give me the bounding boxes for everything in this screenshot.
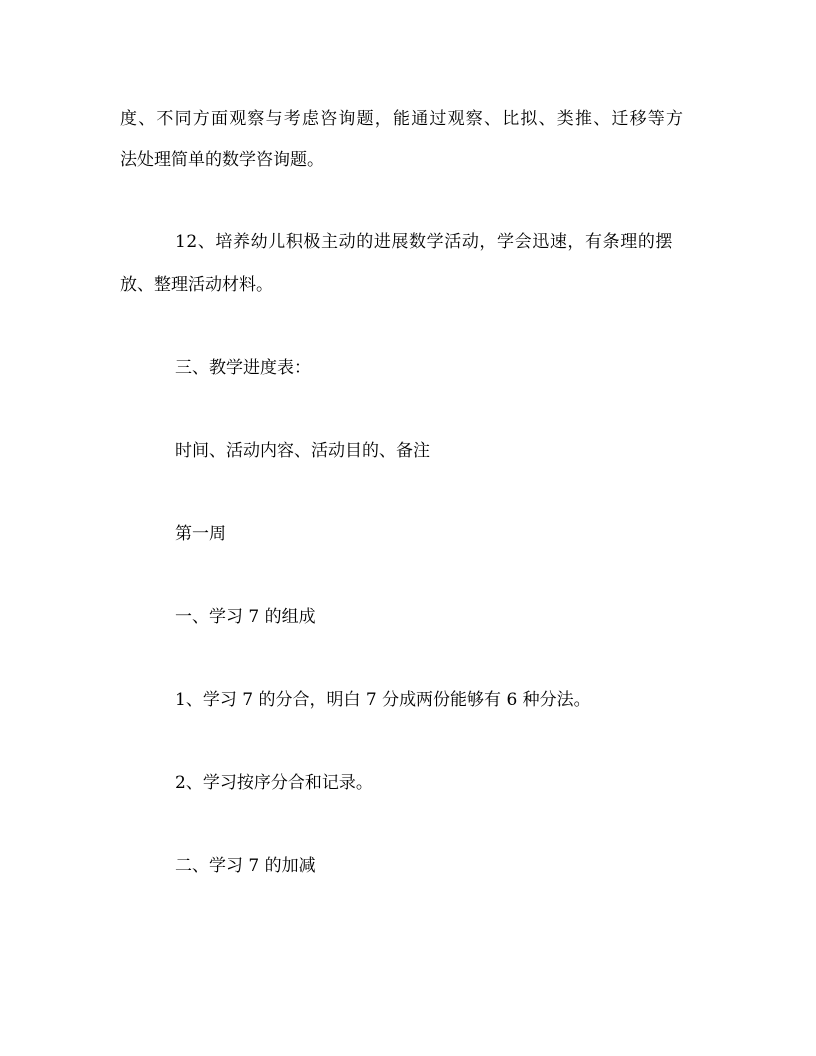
topic-heading: 一、学习 7 的组成 xyxy=(175,607,316,627)
topic-heading: 二、学习 7 的加减 xyxy=(175,856,316,876)
week-label: 第一周 xyxy=(175,524,226,544)
list-item: 1、学习 7 的分合，明白 7 分成两份能够有 6 种分法。 xyxy=(175,690,591,710)
list-item: 2、学习按序分合和记录。 xyxy=(175,773,373,793)
paragraph-line: 度、不同方面观察与考虑咨询题，能通过观察、比拟、类推、迁移等方 xyxy=(120,109,685,129)
paragraph-line: 12、培养幼儿积极主动的进展数学活动，学会迅速，有条理的摆 xyxy=(175,232,674,252)
paragraph-line: 放、整理活动材料。 xyxy=(120,275,273,295)
table-header-text: 时间、活动内容、活动目的、备注 xyxy=(175,441,430,461)
paragraph-line: 法处理简单的数学咨询题。 xyxy=(120,150,324,170)
section-heading: 三、教学进度表： xyxy=(175,358,311,378)
